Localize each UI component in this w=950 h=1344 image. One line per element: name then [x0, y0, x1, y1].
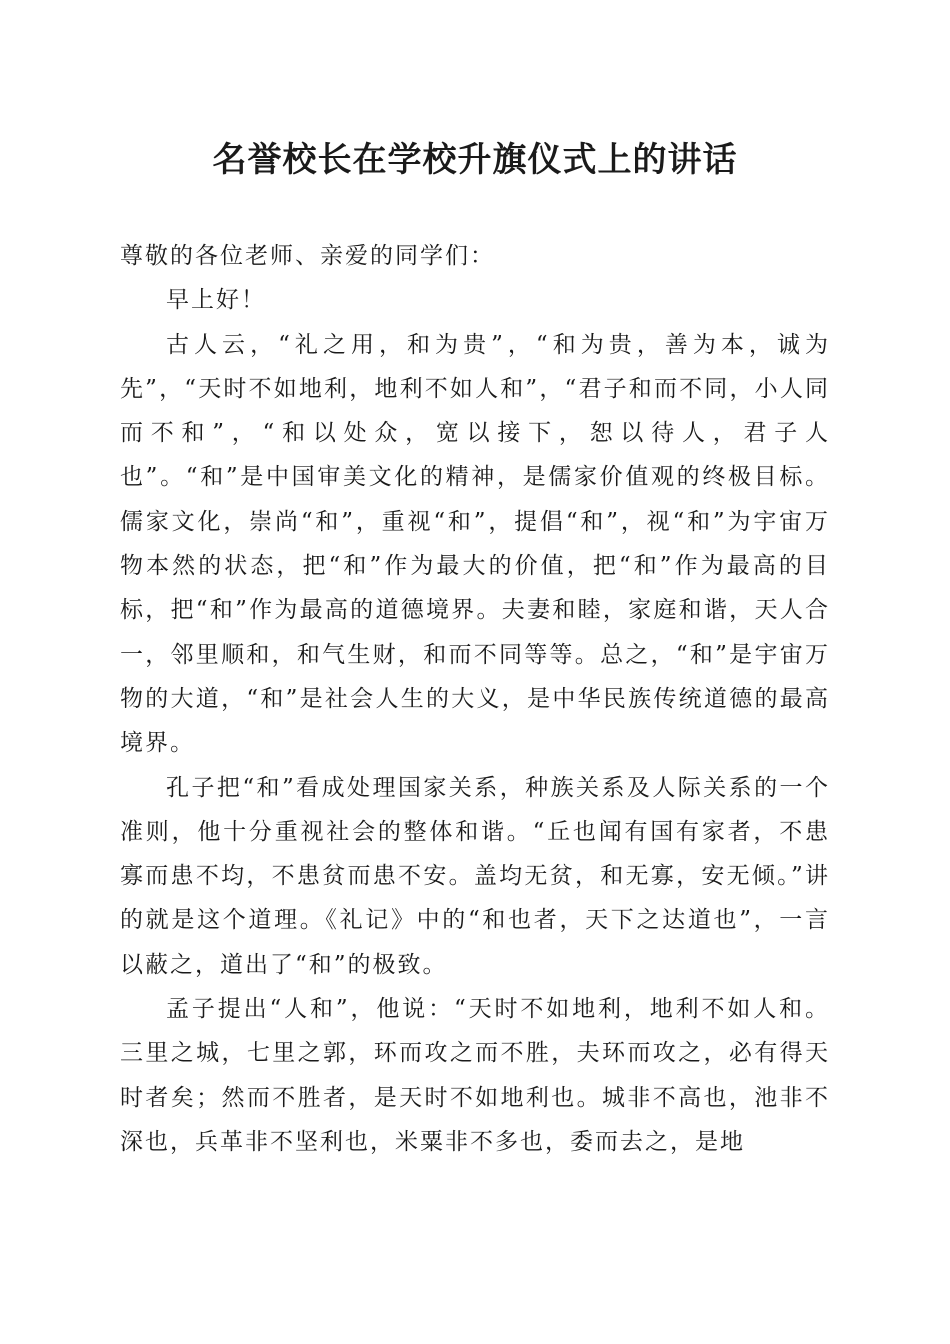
- salutation: 尊敬的各位老师、亲爱的同学们：: [120, 243, 495, 269]
- paragraph-confucius: 孔子把“和”看成处理国家关系，种族关系及人际关系的一个准则，他十分重视社会的整体和谐。“丘也闻有国有家者，不患寡而患不均，不患贫而患不安。盖均无贫，和无寡，安无倾。”讲的就是这个道理。《礼记》中的“和也者，天下之达道也”，一言以蔽之，道出了“和”的极致。: [120, 774, 830, 978]
- paragraph-mencius: 孟子提出“人和”，他说：“天时不如地利，地利不如人和。三里之城，七里之郭，环而攻之而不胜，夫环而攻之，必有得天时者矣；然而不胜者，是天时不如地利也。城非不高也，池非不深也，兵革非不坚利也，米粟非不多也，委而去之，是地: [120, 996, 830, 1155]
- paragraph-harmony-classics: 古人云，“礼之用，和为贵”，“和为贵，善为本，诚为先”，“天时不如地利，地利不如人和”，“君子和而不同，小人同而不和”，“和以处众，宽以接下，恕以待人，君子人也”。“和”是中国审美文化的精神，是儒家价值观的终极目标。儒家文化，崇尚“和”，重视“和”，提倡“和”，视“和”为宇宙万物本然的状态，把“和”作为最大的价值，把“和”作为最高的目标，把“和”作为最高的道德境界。夫妻和睦，家庭和谐，天人合一，邻里顺和，和气生财，和而不同等等。总之，“和”是宇宙万物的大道，“和”是社会人生的大义，是中华民族传统道德的最高境界。: [120, 331, 830, 757]
- document-title: 名誉校长在学校升旗仪式上的讲话: [212, 140, 738, 180]
- document-body: [120, 234, 830, 1164]
- greeting: 早上好！: [166, 287, 266, 314]
